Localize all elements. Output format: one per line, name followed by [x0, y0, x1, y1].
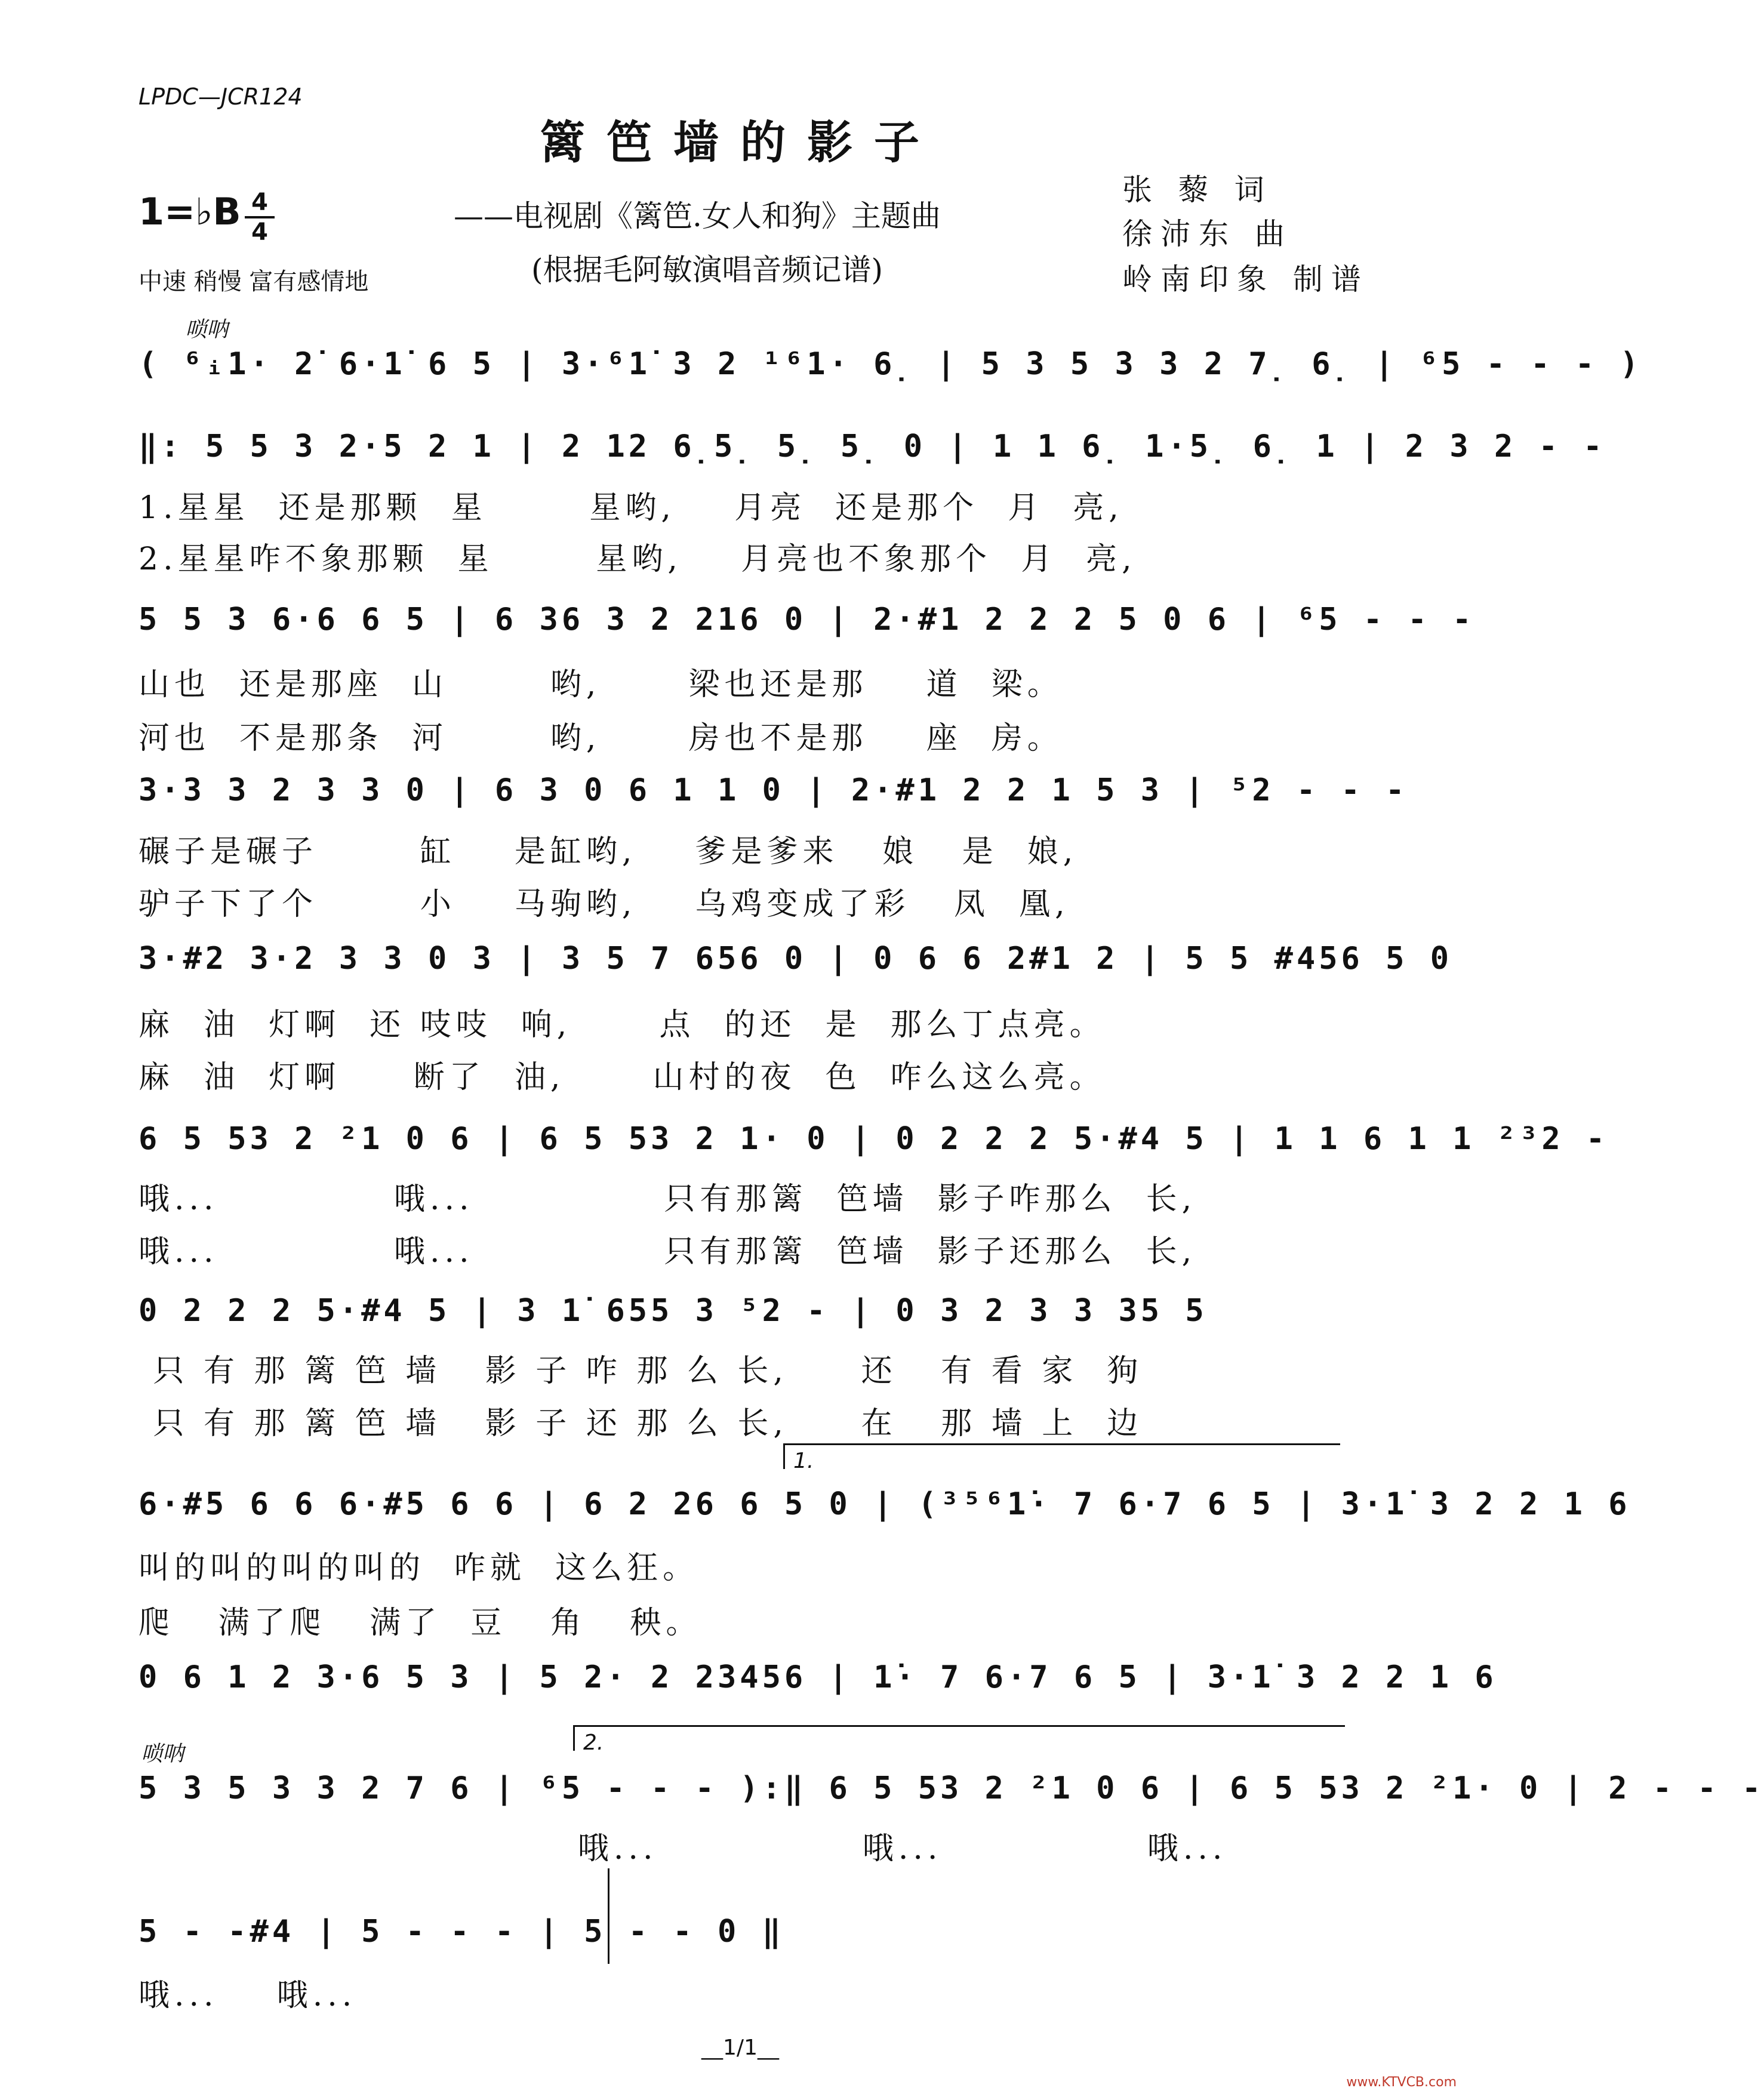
instrument-label-1: 唢呐: [185, 318, 229, 342]
tempo-marking: 中速 稍慢 富有感情地: [138, 268, 369, 295]
time-signature: [245, 190, 275, 245]
notes-row-2: ‖: 5 5 3 2·5 2 1 | 2 12 6̣5̣ 5̣ 5̣ 0 | 1 1 6̣ 1·5̣ 6̣ 1 | 2 3 2 - -: [138, 429, 1606, 464]
notes-row-4: 3·3 3 2 3 3 0 | 6 3 0 6 1 1 0 | 2·#1 2 2 1 5 3 | ⁵2 - - -: [138, 772, 1408, 808]
lyric-row-10: 哦... 哦... 哦...: [138, 1831, 1227, 1867]
notes-row-3: 5 5 3 6·6 6 5 | 6 36 3 2 216 0 | 2·#1 2 2 2 5 0 6 | ⁶5 - - -: [138, 602, 1475, 638]
score-code: LPDC—JCR124: [138, 84, 303, 110]
lyric-row-3-verse-2: 河也 不是那条 河 哟, 房也不是那 座 房。: [138, 720, 1063, 756]
lyric-row-4-verse-2: 驴子下了个 小 马驹哟, 乌鸡变成了彩 凤 凰,: [138, 886, 1070, 922]
notes-row-7: 0 2 2 2 5·#4 5 | 3 1̇ 655 3 ⁵2 - | 0 3 2 3 3 35 5: [138, 1293, 1208, 1329]
time-bottom: 4: [251, 218, 268, 246]
lyric-row-5-verse-2: 麻 油 灯啊 断了 油, 山村的夜 色 咋么这么亮。: [138, 1060, 1106, 1095]
watermark: www.KTVCB.com: [1346, 2075, 1457, 2090]
key-signature: 1=♭B: [138, 190, 241, 233]
instrument-label-2: 唢呐: [141, 1742, 184, 1766]
lyricist-credit: 张 藜 词: [1122, 173, 1273, 207]
lyric-row-6-verse-2: 哦... 哦... 只有那篱 笆墙 影子还那么 长,: [138, 1234, 1197, 1270]
time-top: 4: [251, 189, 268, 216]
page-title: 篱笆墙的影子: [540, 116, 941, 169]
volta-2-bracket: [573, 1725, 1345, 1755]
notes-row-1: ( ⁶ᵢ1· 2̇ 6·1̇ 6 5 | 3·⁶1̇ 3 2 ¹⁶1· 6̣ | 5 3 5 3 3 2 7̣ 6̣ | ⁶5 - - - ): [138, 346, 1642, 382]
lyric-row-7-verse-2: 只 有 那 篱 笆 墙 影 子 还 那 么 长, 在 那 墙 上 边: [138, 1406, 1143, 1442]
notes-row-8: 6·#5 6 6 6·#5 6 6 | 6 2 26 6 5 0 | (³⁵⁶1̇· 7 6·7 6 5 | 3·1̇ 3 2 2 1 6: [138, 1486, 1631, 1522]
volta-1-label: 1.: [793, 1449, 814, 1473]
lyric-row-4-verse-1: 碾子是碾子 缸 是缸哟, 爹是爹来 娘 是 娘,: [138, 834, 1078, 870]
subtitle: ——电视剧《篱笆.女人和狗》主题曲: [454, 199, 941, 233]
notes-row-11: 5 - -#4 | 5 - - - | 5 - - 0 ‖: [138, 1914, 784, 1950]
lyric-row-5-verse-1: 麻 油 灯啊 还 吱吱 响, 点 的还 是 那么丁点亮。: [138, 1007, 1106, 1043]
lyric-row-8-verse-1: 叫的叫的叫的叫的 咋就 这么狂。: [138, 1550, 699, 1586]
notes-row-9: 0 6 1 2 3·6 5 3 | 5 2· 2 23456 | 1̇· 7 6·7 6 5 | 3·1̇ 3 2 2 1 6: [138, 1659, 1497, 1695]
notes-row-10: 5 3 5 3 3 2 7 6 | ⁶5 - - - ):‖ 6 5 53 2 ²1 0 6 | 6 5 53 2 ²1· 0 | 2 - - -: [138, 1770, 1764, 1806]
lyric-row-11: 哦... 哦...: [138, 1978, 357, 2013]
transcription-source: (根据毛阿敏演唱音频记谱): [531, 252, 883, 287]
composer-credit: 徐沛东 曲: [1122, 217, 1293, 251]
lyric-row-2-verse-2: 2.星星咋不象那颗 星 星哟, 月亮也不象那个 月 亮,: [138, 541, 1137, 577]
lyric-row-2-verse-1: 1.星星 还是那颗 星 星哟, 月亮 还是那个 月 亮,: [138, 490, 1123, 526]
notes-row-6: 6 5 53 2 ²1 0 6 | 6 5 53 2 1· 0 | 0 2 2 2 5·#4 5 | 1 1 6 1 1 ²³2 -: [138, 1121, 1609, 1157]
volta-2-label: 2.: [583, 1730, 604, 1755]
lyric-row-6-verse-1: 哦... 哦... 只有那篱 笆墙 影子咋那么 长,: [138, 1181, 1197, 1217]
volta-1-bracket: [783, 1443, 1340, 1473]
arranger-credit: 岭南印象 制谱: [1122, 262, 1369, 297]
lyric-row-8-verse-2: 爬 满了爬 满了 豆 角 秧。: [138, 1605, 702, 1641]
page-number: __1/1__: [701, 2036, 779, 2060]
lyric-row-7-verse-1: 只 有 那 篱 笆 墙 影 子 咋 那 么 长, 还 有 看 家 狗: [138, 1353, 1143, 1389]
notes-row-5: 3·#2 3·2 3 3 0 3 | 3 5 7 656 0 | 0 6 6 2#1 2 | 5 5 #456 5 0: [138, 941, 1453, 977]
lyric-row-3-verse-1: 山也 还是那座 山 哟, 梁也还是那 道 梁。: [138, 667, 1063, 703]
